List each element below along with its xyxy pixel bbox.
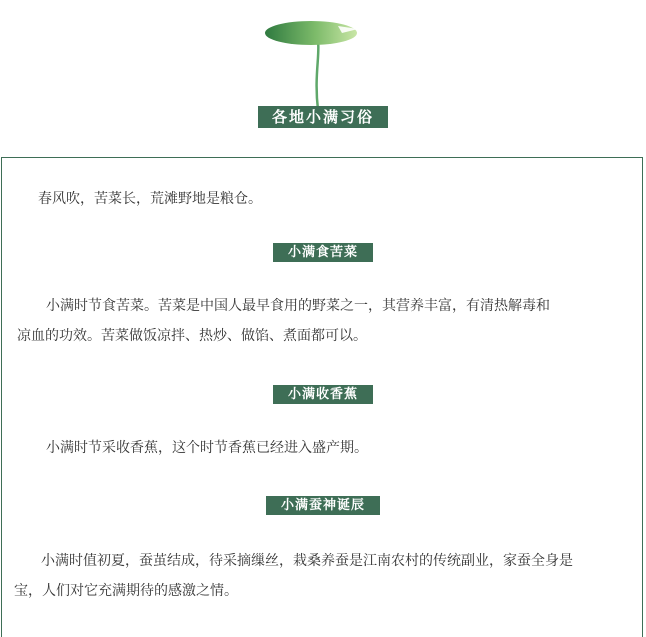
page-title: 各地小满习俗	[258, 106, 388, 128]
section-title-canshen: 小满蚕神诞辰	[266, 496, 380, 515]
paragraph-line: 小满时节食苦菜。苦菜是中国人最早食用的野菜之一，其营养丰富，有清热解毒和	[46, 298, 550, 314]
paragraph-line: 宝，人们对它充满期待的感激之情。	[14, 583, 238, 599]
section-title-xiangjiao: 小满收香蕉	[273, 385, 373, 404]
intro-paragraph: 春风吹，苦菜长，荒滩野地是粮仓。	[38, 191, 262, 207]
lotus-leaf-icon	[258, 16, 368, 110]
paragraph-line: 小满时节采收香蕉，这个时节香蕉已经进入盛产期。	[46, 440, 368, 456]
section-title-kucai: 小满食苦菜	[273, 243, 373, 262]
paragraph-line: 凉血的功效。苦菜做饭凉拌、热炒、做馅、煮面都可以。	[17, 328, 367, 344]
paragraph-line: 小满时值初夏，蚕茧结成，待采摘缫丝，栽桑养蚕是江南农村的传统副业，家蚕全身是	[41, 553, 573, 569]
